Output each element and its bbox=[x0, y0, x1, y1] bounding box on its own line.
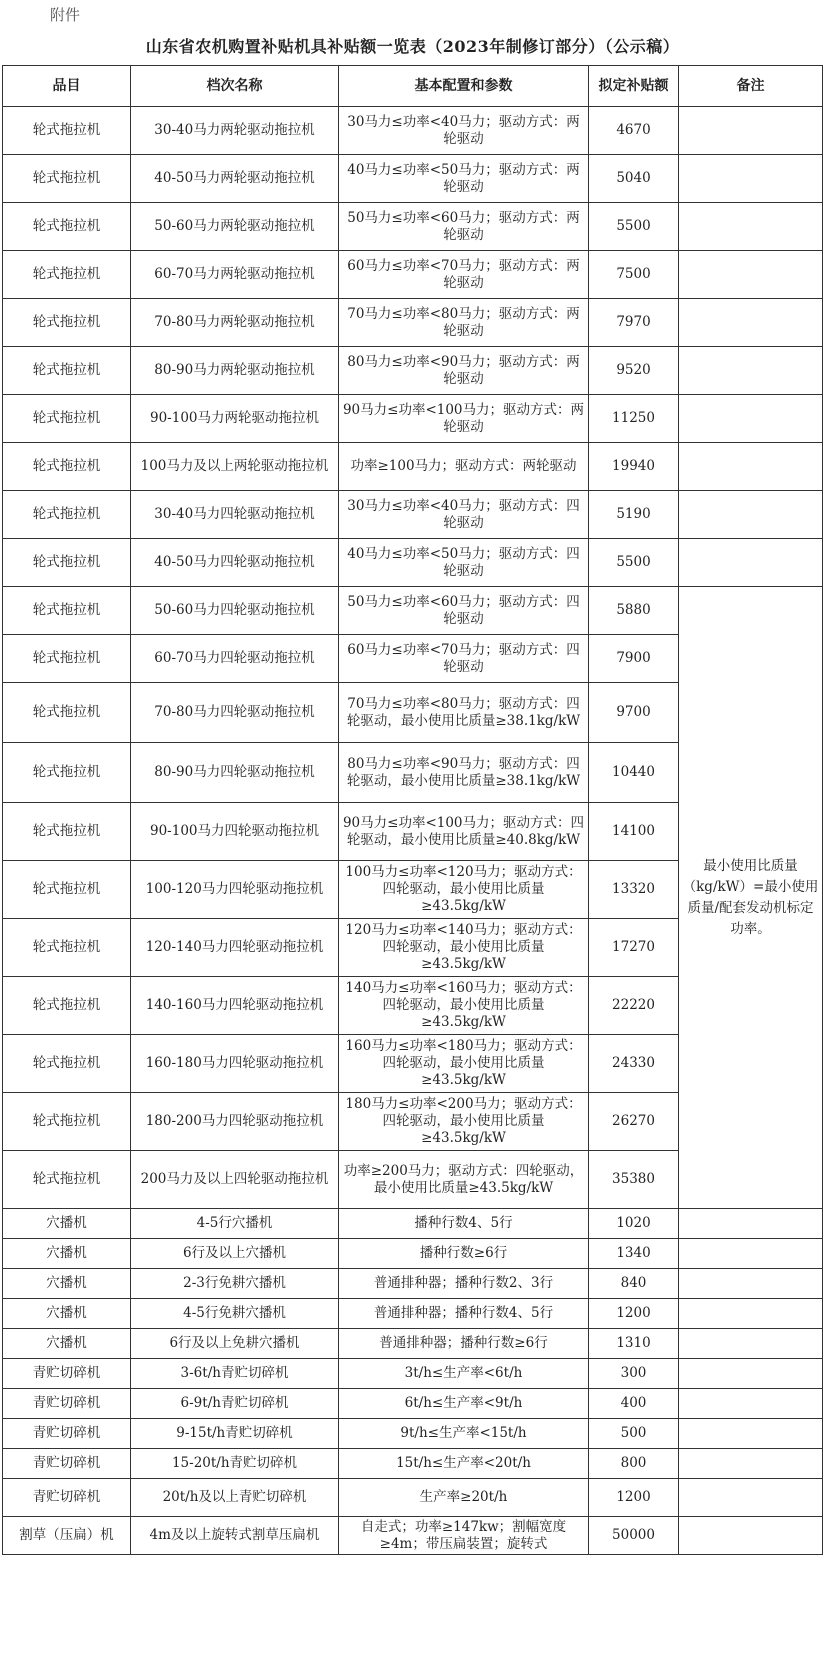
cell-subsidy: 9520 bbox=[589, 347, 679, 395]
cell-subsidy: 800 bbox=[589, 1449, 679, 1479]
cell-item: 轮式拖拉机 bbox=[3, 443, 131, 491]
cell-grade: 200马力及以上四轮驱动拖拉机 bbox=[131, 1151, 339, 1209]
cell-grade: 9-15t/h青贮切碎机 bbox=[131, 1419, 339, 1449]
cell-item: 轮式拖拉机 bbox=[3, 587, 131, 635]
col-header-subsidy: 拟定补贴额 bbox=[589, 66, 679, 107]
cell-item: 轮式拖拉机 bbox=[3, 919, 131, 977]
cell-note bbox=[679, 1449, 823, 1479]
cell-subsidy: 24330 bbox=[589, 1035, 679, 1093]
table-row bbox=[3, 1449, 823, 1479]
cell-subsidy: 22220 bbox=[589, 977, 679, 1035]
cell-config: 90马力≤功率<100马力；驱动方式：两轮驱动 bbox=[339, 395, 589, 443]
cell-config: 50马力≤功率<60马力；驱动方式：四轮驱动 bbox=[339, 587, 589, 635]
cell-note bbox=[679, 1479, 823, 1517]
cell-config: 30马力≤功率<40马力；驱动方式：两轮驱动 bbox=[339, 107, 589, 155]
cell-item: 轮式拖拉机 bbox=[3, 347, 131, 395]
cell-subsidy: 840 bbox=[589, 1269, 679, 1299]
cell-grade: 50-60马力两轮驱动拖拉机 bbox=[131, 203, 339, 251]
col-header-note: 备注 bbox=[679, 66, 823, 107]
cell-note bbox=[679, 347, 823, 395]
cell-config: 普通排种器；播种行数≥6行 bbox=[339, 1329, 589, 1359]
cell-subsidy: 7500 bbox=[589, 251, 679, 299]
cell-item: 穴播机 bbox=[3, 1329, 131, 1359]
table-row bbox=[3, 587, 823, 635]
cell-grade: 20t/h及以上青贮切碎机 bbox=[131, 1479, 339, 1517]
table-row bbox=[3, 1479, 823, 1517]
table-row bbox=[3, 1209, 823, 1239]
cell-subsidy: 500 bbox=[589, 1419, 679, 1449]
table-row bbox=[3, 539, 823, 587]
cell-item: 轮式拖拉机 bbox=[3, 1151, 131, 1209]
table-row bbox=[3, 347, 823, 395]
col-header-grade: 档次名称 bbox=[131, 66, 339, 107]
cell-item: 青贮切碎机 bbox=[3, 1449, 131, 1479]
cell-config: 80马力≤功率<90马力；驱动方式：两轮驱动 bbox=[339, 347, 589, 395]
cell-grade: 40-50马力两轮驱动拖拉机 bbox=[131, 155, 339, 203]
cell-config: 120马力≤功率<140马力；驱动方式：四轮驱动，最小使用比质量≥43.5kg/kW bbox=[339, 919, 589, 977]
cell-subsidy: 5880 bbox=[589, 587, 679, 635]
cell-item: 轮式拖拉机 bbox=[3, 395, 131, 443]
cell-subsidy: 400 bbox=[589, 1389, 679, 1419]
cell-note bbox=[679, 1239, 823, 1269]
cell-subsidy: 10440 bbox=[589, 743, 679, 803]
cell-subsidy: 26270 bbox=[589, 1093, 679, 1151]
table-row bbox=[3, 1359, 823, 1389]
cell-note bbox=[679, 203, 823, 251]
cell-grade: 2-3行免耕穴播机 bbox=[131, 1269, 339, 1299]
table-row bbox=[3, 1517, 823, 1555]
cell-config: 40马力≤功率<50马力；驱动方式：四轮驱动 bbox=[339, 539, 589, 587]
cell-grade: 140-160马力四轮驱动拖拉机 bbox=[131, 977, 339, 1035]
table-row bbox=[3, 1329, 823, 1359]
cell-grade: 30-40马力四轮驱动拖拉机 bbox=[131, 491, 339, 539]
cell-grade: 60-70马力四轮驱动拖拉机 bbox=[131, 635, 339, 683]
cell-item: 轮式拖拉机 bbox=[3, 861, 131, 919]
cell-note bbox=[679, 1517, 823, 1555]
cell-item: 轮式拖拉机 bbox=[3, 743, 131, 803]
table-row bbox=[3, 251, 823, 299]
cell-config: 生产率≥20t/h bbox=[339, 1479, 589, 1517]
cell-subsidy: 1200 bbox=[589, 1479, 679, 1517]
cell-config: 140马力≤功率<160马力；驱动方式：四轮驱动，最小使用比质量≥43.5kg/kW bbox=[339, 977, 589, 1035]
cell-grade: 120-140马力四轮驱动拖拉机 bbox=[131, 919, 339, 977]
cell-config: 40马力≤功率<50马力；驱动方式：两轮驱动 bbox=[339, 155, 589, 203]
cell-note bbox=[679, 1299, 823, 1329]
cell-note-merged: 最小使用比质量（kg/kW）=最小使用质量/配套发动机标定功率。 bbox=[679, 587, 823, 1209]
cell-item: 穴播机 bbox=[3, 1239, 131, 1269]
cell-item: 轮式拖拉机 bbox=[3, 251, 131, 299]
cell-config: 6t/h≤生产率<9t/h bbox=[339, 1389, 589, 1419]
cell-grade: 80-90马力两轮驱动拖拉机 bbox=[131, 347, 339, 395]
cell-grade: 180-200马力四轮驱动拖拉机 bbox=[131, 1093, 339, 1151]
cell-grade: 40-50马力四轮驱动拖拉机 bbox=[131, 539, 339, 587]
cell-item: 青贮切碎机 bbox=[3, 1419, 131, 1449]
cell-grade: 50-60马力四轮驱动拖拉机 bbox=[131, 587, 339, 635]
cell-subsidy: 7900 bbox=[589, 635, 679, 683]
cell-config: 30马力≤功率<40马力；驱动方式：四轮驱动 bbox=[339, 491, 589, 539]
cell-subsidy: 7970 bbox=[589, 299, 679, 347]
cell-grade: 4-5行免耕穴播机 bbox=[131, 1299, 339, 1329]
table-row bbox=[3, 491, 823, 539]
cell-subsidy: 13320 bbox=[589, 861, 679, 919]
cell-item: 轮式拖拉机 bbox=[3, 539, 131, 587]
cell-item: 轮式拖拉机 bbox=[3, 155, 131, 203]
table-row bbox=[3, 443, 823, 491]
cell-grade: 100-120马力四轮驱动拖拉机 bbox=[131, 861, 339, 919]
cell-note bbox=[679, 491, 823, 539]
cell-item: 穴播机 bbox=[3, 1299, 131, 1329]
cell-item: 轮式拖拉机 bbox=[3, 683, 131, 743]
cell-config: 普通排种器；播种行数4、5行 bbox=[339, 1299, 589, 1329]
cell-note bbox=[679, 1269, 823, 1299]
cell-grade: 15-20t/h青贮切碎机 bbox=[131, 1449, 339, 1479]
cell-note bbox=[679, 1209, 823, 1239]
cell-subsidy: 1020 bbox=[589, 1209, 679, 1239]
cell-note bbox=[679, 251, 823, 299]
cell-subsidy: 300 bbox=[589, 1359, 679, 1389]
cell-config: 播种行数4、5行 bbox=[339, 1209, 589, 1239]
cell-grade: 90-100马力两轮驱动拖拉机 bbox=[131, 395, 339, 443]
cell-note bbox=[679, 1359, 823, 1389]
cell-grade: 6行及以上穴播机 bbox=[131, 1239, 339, 1269]
col-header-item: 品目 bbox=[3, 66, 131, 107]
table-row bbox=[3, 155, 823, 203]
cell-item: 轮式拖拉机 bbox=[3, 977, 131, 1035]
table-row bbox=[3, 1269, 823, 1299]
cell-subsidy: 5500 bbox=[589, 539, 679, 587]
cell-grade: 4m及以上旋转式割草压扁机 bbox=[131, 1517, 339, 1555]
cell-note bbox=[679, 1329, 823, 1359]
cell-item: 青贮切碎机 bbox=[3, 1359, 131, 1389]
cell-grade: 4-5行穴播机 bbox=[131, 1209, 339, 1239]
cell-config: 180马力≤功率<200马力；驱动方式：四轮驱动，最小使用比质量≥43.5kg/kW bbox=[339, 1093, 589, 1151]
cell-config: 普通排种器；播种行数2、3行 bbox=[339, 1269, 589, 1299]
attachment-label: 附件 bbox=[50, 6, 81, 24]
cell-note bbox=[679, 443, 823, 491]
cell-subsidy: 5190 bbox=[589, 491, 679, 539]
cell-config: 80马力≤功率<90马力；驱动方式：四轮驱动，最小使用比质量≥38.1kg/kW bbox=[339, 743, 589, 803]
table-row bbox=[3, 395, 823, 443]
page-title: 山东省农机购置补贴机具补贴额一览表（2023年制修订部分）（公示稿） bbox=[145, 37, 680, 56]
cell-subsidy: 9700 bbox=[589, 683, 679, 743]
cell-grade: 90-100马力四轮驱动拖拉机 bbox=[131, 803, 339, 861]
cell-config: 9t/h≤生产率<15t/h bbox=[339, 1419, 589, 1449]
cell-subsidy: 17270 bbox=[589, 919, 679, 977]
table-row bbox=[3, 1389, 823, 1419]
cell-config: 60马力≤功率<70马力；驱动方式：四轮驱动 bbox=[339, 635, 589, 683]
cell-item: 割草（压扁）机 bbox=[3, 1517, 131, 1555]
cell-config: 自走式；功率≥147kw；割幅宽度≥4m；带压扁装置；旋转式 bbox=[339, 1517, 589, 1555]
table-row bbox=[3, 1239, 823, 1269]
cell-subsidy: 11250 bbox=[589, 395, 679, 443]
cell-grade: 160-180马力四轮驱动拖拉机 bbox=[131, 1035, 339, 1093]
cell-config: 功率≥200马力；驱动方式：四轮驱动，最小使用比质量≥43.5kg/kW bbox=[339, 1151, 589, 1209]
cell-subsidy: 14100 bbox=[589, 803, 679, 861]
cell-subsidy: 35380 bbox=[589, 1151, 679, 1209]
cell-item: 轮式拖拉机 bbox=[3, 803, 131, 861]
cell-grade: 80-90马力四轮驱动拖拉机 bbox=[131, 743, 339, 803]
cell-item: 轮式拖拉机 bbox=[3, 491, 131, 539]
cell-config: 100马力≤功率<120马力；驱动方式：四轮驱动，最小使用比质量≥43.5kg/kW bbox=[339, 861, 589, 919]
cell-subsidy: 1200 bbox=[589, 1299, 679, 1329]
cell-config: 播种行数≥6行 bbox=[339, 1239, 589, 1269]
cell-config: 70马力≤功率<80马力；驱动方式：四轮驱动，最小使用比质量≥38.1kg/kW bbox=[339, 683, 589, 743]
cell-grade: 30-40马力两轮驱动拖拉机 bbox=[131, 107, 339, 155]
cell-note bbox=[679, 1389, 823, 1419]
cell-subsidy: 19940 bbox=[589, 443, 679, 491]
cell-subsidy: 4670 bbox=[589, 107, 679, 155]
cell-config: 50马力≤功率<60马力；驱动方式：两轮驱动 bbox=[339, 203, 589, 251]
cell-subsidy: 5500 bbox=[589, 203, 679, 251]
table-row bbox=[3, 203, 823, 251]
col-header-config: 基本配置和参数 bbox=[339, 66, 589, 107]
cell-item: 穴播机 bbox=[3, 1269, 131, 1299]
table-body bbox=[3, 107, 823, 1555]
cell-config: 60马力≤功率<70马力；驱动方式：两轮驱动 bbox=[339, 251, 589, 299]
cell-config: 15t/h≤生产率<20t/h bbox=[339, 1449, 589, 1479]
table-row bbox=[3, 299, 823, 347]
table-row bbox=[3, 107, 823, 155]
cell-config: 160马力≤功率<180马力；驱动方式：四轮驱动，最小使用比质量≥43.5kg/kW bbox=[339, 1035, 589, 1093]
cell-subsidy: 1310 bbox=[589, 1329, 679, 1359]
cell-subsidy: 5040 bbox=[589, 155, 679, 203]
table-row bbox=[3, 1299, 823, 1329]
cell-grade: 60-70马力两轮驱动拖拉机 bbox=[131, 251, 339, 299]
cell-subsidy: 1340 bbox=[589, 1239, 679, 1269]
table-header-row bbox=[3, 66, 823, 107]
cell-config: 功率≥100马力；驱动方式：两轮驱动 bbox=[339, 443, 589, 491]
cell-item: 轮式拖拉机 bbox=[3, 1093, 131, 1151]
cell-config: 90马力≤功率<100马力；驱动方式：四轮驱动，最小使用比质量≥40.8kg/kW bbox=[339, 803, 589, 861]
cell-item: 穴播机 bbox=[3, 1209, 131, 1239]
cell-item: 轮式拖拉机 bbox=[3, 203, 131, 251]
table-row bbox=[3, 1419, 823, 1449]
cell-note bbox=[679, 107, 823, 155]
cell-item: 轮式拖拉机 bbox=[3, 107, 131, 155]
cell-grade: 70-80马力两轮驱动拖拉机 bbox=[131, 299, 339, 347]
cell-item: 轮式拖拉机 bbox=[3, 299, 131, 347]
cell-item: 轮式拖拉机 bbox=[3, 635, 131, 683]
cell-subsidy: 50000 bbox=[589, 1517, 679, 1555]
cell-item: 青贮切碎机 bbox=[3, 1479, 131, 1517]
cell-grade: 6-9t/h青贮切碎机 bbox=[131, 1389, 339, 1419]
cell-config: 70马力≤功率<80马力；驱动方式：两轮驱动 bbox=[339, 299, 589, 347]
cell-item: 轮式拖拉机 bbox=[3, 1035, 131, 1093]
cell-note bbox=[679, 155, 823, 203]
cell-note bbox=[679, 1419, 823, 1449]
cell-grade: 100马力及以上两轮驱动拖拉机 bbox=[131, 443, 339, 491]
cell-grade: 3-6t/h青贮切碎机 bbox=[131, 1359, 339, 1389]
cell-grade: 70-80马力四轮驱动拖拉机 bbox=[131, 683, 339, 743]
subsidy-table bbox=[2, 65, 823, 1555]
cell-note bbox=[679, 395, 823, 443]
cell-note bbox=[679, 299, 823, 347]
cell-item: 青贮切碎机 bbox=[3, 1389, 131, 1419]
cell-grade: 6行及以上免耕穴播机 bbox=[131, 1329, 339, 1359]
cell-config: 3t/h≤生产率<6t/h bbox=[339, 1359, 589, 1389]
cell-note bbox=[679, 539, 823, 587]
